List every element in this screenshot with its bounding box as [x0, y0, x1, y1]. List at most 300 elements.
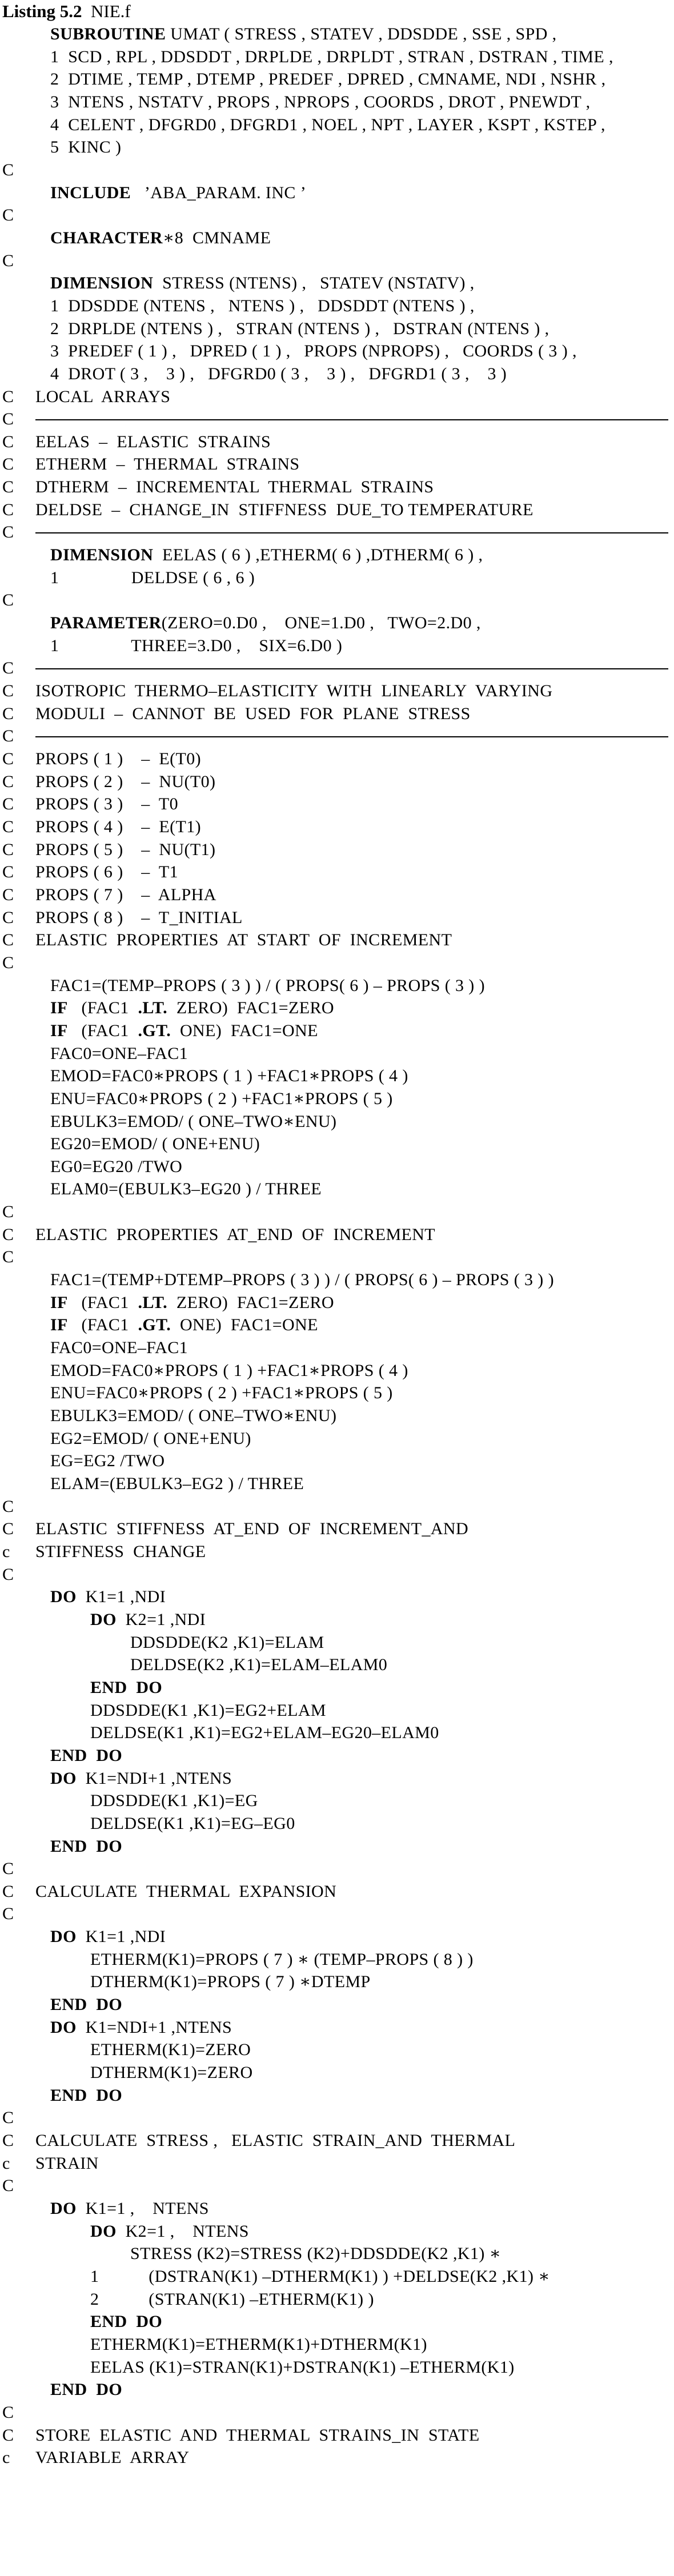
line-text: [130, 2242, 501, 2265]
code-text: 3 NTENS , NSTATV , PROPS , NPROPS , COORDS , DROT , PNEWDT ,: [50, 92, 591, 111]
code-line: [0, 1291, 674, 1314]
keyword: END DO: [50, 2085, 123, 2105]
keyword: END DO: [50, 1836, 123, 1856]
line-text: [50, 114, 605, 137]
keyword: .LT.: [138, 1293, 168, 1312]
line-text: [35, 1880, 336, 1903]
code-text: (FAC1: [67, 1293, 138, 1312]
code-text: EG2=EMOD/ ( ONE+ENU): [50, 1429, 251, 1448]
code-line: [0, 68, 674, 91]
separator-rule: [35, 668, 668, 669]
code-text: 1 DDSDDE (NTENS , NTENS ) , DDSDDT (NTENS ) ,: [50, 296, 475, 315]
code-text: MODULI – CANNOT BE USED FOR PLANE STRESS: [35, 704, 471, 723]
line-text: [90, 2288, 374, 2311]
line-text: [50, 1925, 166, 1948]
line-text: [50, 136, 121, 159]
code-text: EG20=EMOD/ ( ONE+ENU): [50, 1134, 260, 1154]
code-text: ISOTROPIC THERMO–ELASTICITY WITH LINEARLY VARYING: [35, 681, 553, 701]
listing-caption: [0, 0, 674, 23]
separator-rule: [35, 736, 668, 737]
comment-line: [0, 838, 674, 861]
column-one-marker: C: [2, 2425, 14, 2445]
code-text: DDSDDE(K1 ,K1)=EG2+ELAM: [90, 1700, 326, 1720]
line-text: [90, 2265, 550, 2288]
code-line: [0, 2310, 674, 2333]
code-text: DTHERM(K1)=ZERO: [90, 2063, 253, 2083]
column-one-marker: C: [2, 2108, 14, 2128]
keyword: DO: [50, 1768, 77, 1788]
code-text: STRESS (K2)=STRESS (K2)+DDSDDE(K2 ,K1) ∗: [130, 2244, 502, 2264]
column-one-marker: C: [2, 455, 14, 474]
code-line: [0, 136, 674, 159]
code-line: [0, 1314, 674, 1337]
line-text: [50, 91, 591, 114]
code-line: [0, 1382, 674, 1405]
code-text: PROPS ( 6 ) – T1: [35, 862, 178, 882]
code-text: ETHERM – THERMAL STRAINS: [35, 455, 300, 474]
code-text: CALCULATE STRESS , ELASTIC STRAIN_AND THERMAL: [35, 2131, 516, 2150]
code-text: K1=NDI+1 ,NTENS: [76, 1768, 232, 1788]
code-line: [0, 1676, 674, 1699]
code-line: [0, 318, 674, 340]
line-text: [35, 929, 452, 952]
keyword: END DO: [90, 1678, 163, 1697]
code-text: ELASTIC PROPERTIES AT_END OF INCREMENT: [35, 1225, 436, 1244]
listing-filename: NIE.f: [91, 1, 131, 21]
code-line: [0, 1789, 674, 1812]
keyword: DIMENSION: [50, 545, 154, 565]
keyword: DO: [50, 1927, 77, 1947]
code-text: 2 DRPLDE (NTENS ) , STRAN (NTENS ) , DSTRAN (NTENS ) ,: [50, 319, 549, 338]
code-line: [0, 997, 674, 1020]
code-line: [0, 1088, 674, 1110]
code-text: PROPS ( 7 ) – ALPHA: [35, 885, 216, 904]
code-text: ONE) FAC1=ONE: [171, 1315, 318, 1335]
column-one-marker: c: [2, 2448, 10, 2467]
code-text: EBULK3=EMOD/ ( ONE–TWO∗ENU): [50, 1406, 337, 1426]
column-one-marker: C: [2, 681, 14, 701]
keyword: INCLUDE: [50, 183, 131, 202]
code-line: [0, 1246, 674, 1269]
code-line: [0, 2016, 674, 2039]
comment-line: [0, 476, 674, 499]
code-text: (FAC1: [67, 998, 138, 1018]
code-line: [0, 272, 674, 295]
line-text: [50, 1314, 318, 1337]
line-text: [50, 567, 255, 589]
line-text: [50, 1178, 322, 1201]
line-text: [90, 2333, 427, 2356]
line-text: [50, 1382, 393, 1405]
comment-line: [0, 884, 674, 906]
column-one-marker: C: [2, 500, 14, 519]
code-line: [0, 2061, 674, 2084]
column-one-marker: C: [2, 659, 14, 678]
code-text: PROPS ( 8 ) – T_INITIAL: [35, 908, 243, 927]
line-text: [50, 363, 507, 386]
line-text: [50, 1835, 122, 1858]
comment-rule-line: [0, 725, 674, 748]
line-text: [35, 748, 201, 771]
code-text: DTHERM – INCREMENTAL THERMAL STRAINS: [35, 478, 434, 497]
code-text: DELDSE(K2 ,K1)=ELAM–ELAM0: [130, 1655, 388, 1675]
column-one-marker: C: [2, 930, 14, 950]
code-line: [0, 2401, 674, 2424]
code-text: 1 SCD , RPL , DDSDDT , DRPLDE , DRPLDT , STRAN , DSTRAN , TIME ,: [50, 47, 613, 66]
code-text: ETHERM(K1)=ZERO: [90, 2040, 251, 2060]
code-text: UMAT ( STRESS , STATEV , DDSDDE , SSE , SPD ,: [166, 25, 557, 43]
code-text: (FAC1: [67, 1021, 138, 1040]
code-text: EMOD=FAC0∗PROPS ( 1 ) +FAC1∗PROPS ( 4 ): [50, 1361, 408, 1380]
comment-line: [0, 816, 674, 838]
code-line: [0, 295, 674, 318]
line-text: [50, 1133, 260, 1155]
keyword: PARAMETER: [50, 613, 162, 633]
comment-line: [0, 680, 674, 703]
line-text: [50, 544, 483, 567]
code-line: [0, 2333, 674, 2356]
line-text: [35, 680, 552, 703]
code-text: ENU=FAC0∗PROPS ( 2 ) +FAC1∗PROPS ( 5 ): [50, 1089, 393, 1108]
line-text: [50, 635, 342, 657]
code-line: [0, 2242, 674, 2265]
line-text: [35, 2129, 515, 2152]
line-text: [50, 1088, 393, 1110]
line-text: [50, 1427, 251, 1450]
line-text: [90, 1948, 474, 1971]
code-text: K2=1 , NTENS: [116, 2221, 249, 2241]
code-line: [0, 2356, 674, 2379]
column-one-marker: C: [2, 2402, 14, 2422]
comment-line: [0, 929, 674, 952]
line-text: [90, 1608, 206, 1631]
comment-line: [0, 1540, 674, 1563]
code-line: [0, 544, 674, 567]
code-line: [0, 1631, 674, 1654]
code-line: [0, 974, 674, 997]
code-text: 2 (STRAN(K1) –ETHERM(K1) ): [90, 2289, 374, 2309]
column-one-marker: C: [2, 704, 14, 723]
comment-line: [0, 703, 674, 725]
code-text: K1=1 , NTENS: [76, 2199, 209, 2218]
line-text: [50, 1472, 304, 1495]
code-line: [0, 1020, 674, 1042]
line-text: [50, 295, 475, 318]
line-text: [50, 997, 334, 1020]
code-line: [0, 1563, 674, 1586]
code-text: DDSDDE(K2 ,K1)=ELAM: [130, 1632, 324, 1652]
line-text: [50, 1065, 408, 1088]
code-line: [0, 1654, 674, 1676]
line-text: [50, 182, 306, 204]
code-text: PROPS ( 1 ) – E(T0): [35, 749, 202, 768]
line-text: [90, 1812, 295, 1835]
line-text: [50, 1042, 188, 1065]
line-text: [50, 272, 475, 295]
code-text: 4 CELENT , DFGRD0 , DFGRD1 , NOEL , NPT , LAYER , KSPT , KSTEP ,: [50, 115, 605, 134]
keyword: END DO: [90, 2312, 163, 2332]
line-text: [50, 1993, 122, 2016]
separator-rule: [35, 419, 668, 420]
keyword: .GT.: [138, 1021, 171, 1040]
comment-line: [0, 906, 674, 929]
column-one-marker: C: [2, 1519, 14, 1539]
code-line: [0, 91, 674, 114]
code-text: EELAS ( 6 ) ,ETHERM( 6 ) ,DTHERM( 6 ) ,: [153, 545, 483, 565]
column-one-marker: C: [2, 591, 14, 610]
column-one-marker: C: [2, 885, 14, 904]
code-line: [0, 1269, 674, 1291]
code-text: 3 PREDEF ( 1 ) , DPRED ( 1 ) , PROPS (NPROPS) , COORDS ( 3 ) ,: [50, 342, 577, 361]
code-text: 5 KINC ): [50, 138, 122, 157]
code-line: [0, 1925, 674, 1948]
keyword: DO: [90, 1610, 117, 1629]
code-line: [0, 114, 674, 137]
code-line: [0, 1495, 674, 1518]
code-text: (ZERO=0.D0 , ONE=1.D0 , TWO=2.D0 ,: [161, 613, 481, 633]
line-text: [50, 1269, 554, 1291]
line-text: [35, 771, 215, 793]
line-text: [35, 476, 434, 499]
code-text: ZERO) FAC1=ZERO: [167, 1293, 334, 1312]
column-one-marker: C: [2, 160, 14, 179]
line-text: [50, 1450, 165, 1472]
code-text: ZERO) FAC1=ZERO: [167, 998, 334, 1018]
code-text: DELDSE(K1 ,K1)=EG–EG0: [90, 1813, 295, 1833]
column-one-marker: C: [2, 1225, 14, 1244]
line-text: [90, 1971, 371, 1993]
code-line: [0, 1608, 674, 1631]
code-text: LOCAL ARRAYS: [35, 387, 171, 406]
keyword: .GT.: [138, 1315, 171, 1335]
code-line: [0, 1993, 674, 2016]
line-text: [50, 612, 481, 635]
code-text: ELAM=(EBULK3–EG2 ) / THREE: [50, 1474, 304, 1493]
code-text: EG0=EG20 /TWO: [50, 1157, 183, 1176]
comment-line: [0, 2129, 674, 2152]
listing-label: Listing 5.2: [2, 1, 82, 21]
code-text: STIFFNESS CHANGE: [35, 1542, 206, 1561]
code-text: STRAIN: [35, 2153, 99, 2173]
code-line: [0, 23, 674, 46]
column-one-marker: C: [2, 840, 14, 859]
code-text: ONE) FAC1=ONE: [171, 1021, 318, 1040]
column-one-marker: c: [2, 1542, 10, 1561]
column-one-marker: C: [2, 1881, 14, 1901]
line-text: [50, 2378, 122, 2401]
code-text: 1 THREE=3.D0 , SIX=6.D0 ): [50, 636, 343, 655]
comment-line: [0, 1880, 674, 1903]
line-text: [90, 2220, 249, 2243]
line-text: [50, 1337, 188, 1359]
column-one-marker: C: [2, 2176, 14, 2196]
code-line: [0, 612, 674, 635]
column-one-marker: C: [2, 862, 14, 882]
code-text: PROPS ( 2 ) – NU(T0): [35, 772, 216, 791]
code-line: [0, 952, 674, 974]
code-line: [0, 1405, 674, 1427]
line-text: [50, 1020, 318, 1042]
code-line: [0, 1450, 674, 1472]
column-one-marker: C: [2, 727, 14, 746]
keyword: IF: [50, 1021, 68, 1040]
code-text: CALCULATE THERMAL EXPANSION: [35, 1881, 337, 1901]
code-text: FAC1=(TEMP–PROPS ( 3 ) ) / ( PROPS( 6 ) – PROPS ( 3 ) ): [50, 976, 485, 995]
column-one-marker: C: [2, 817, 14, 836]
line-text: [50, 974, 485, 997]
line-text: [90, 2039, 251, 2061]
code-text: 1 DELDSE ( 6 , 6 ): [50, 568, 255, 587]
keyword: CHARACTER: [50, 228, 163, 247]
column-one-marker: C: [2, 1904, 14, 1924]
code-line: [0, 1903, 674, 1925]
line-text: [35, 1540, 206, 1563]
line-text: [35, 386, 170, 408]
line-text: [50, 2197, 209, 2220]
code-line: [0, 204, 674, 227]
comment-line: [0, 2446, 674, 2469]
code-text: (FAC1: [67, 1315, 138, 1335]
code-text: ’ABA_PARAM. INC ’: [131, 183, 307, 202]
code-line: [0, 1948, 674, 1971]
line-text: [35, 499, 533, 521]
comment-line: [0, 386, 674, 408]
code-text: K1=1 ,NDI: [76, 1587, 166, 1607]
line-text: [50, 1586, 166, 1608]
code-line: [0, 182, 674, 204]
code-text: PROPS ( 4 ) – E(T1): [35, 817, 202, 836]
column-one-marker: C: [2, 908, 14, 927]
line-text: [35, 2152, 99, 2175]
column-one-marker: C: [2, 1496, 14, 1516]
code-line: [0, 2378, 674, 2401]
keyword: END DO: [50, 2380, 123, 2400]
code-line: [0, 1110, 674, 1133]
code-line: [0, 2197, 674, 2220]
code-line: [0, 1201, 674, 1223]
line-text: [50, 1767, 232, 1790]
code-line: [0, 250, 674, 272]
line-text: [50, 318, 549, 340]
code-line: [0, 2106, 674, 2129]
column-one-marker: C: [2, 387, 14, 406]
keyword: .LT.: [138, 998, 168, 1018]
code-text: EG=EG2 /TWO: [50, 1451, 165, 1471]
comment-line: [0, 861, 674, 884]
line-text: [50, 68, 606, 91]
code-line: [0, 2265, 674, 2288]
code-line: [0, 159, 674, 182]
line-text: [35, 906, 243, 929]
line-text: [35, 431, 271, 454]
code-text: ELASTIC PROPERTIES AT START OF INCREMENT: [35, 930, 452, 950]
code-text: K1=1 ,NDI: [76, 1927, 166, 1947]
comment-line: [0, 748, 674, 771]
line-text: [50, 227, 271, 250]
code-text: 1 (DSTRAN(K1) –DTHERM(K1) ) +DELDSE(K2 ,K1) ∗: [90, 2266, 551, 2286]
code-line: [0, 1812, 674, 1835]
code-text: ETHERM(K1)=ETHERM(K1)+DTHERM(K1): [90, 2334, 427, 2354]
code-text: ELASTIC STIFFNESS AT_END OF INCREMENT_AND: [35, 1519, 469, 1539]
line-text: [35, 793, 178, 816]
code-text: FAC0=ONE–FAC1: [50, 1338, 188, 1358]
line-text: [35, 453, 300, 476]
code-line: [0, 1472, 674, 1495]
code-text: EELAS – ELASTIC STRAINS: [35, 432, 271, 451]
column-one-marker: c: [2, 2153, 10, 2173]
column-one-marker: C: [2, 1859, 14, 1879]
comment-line: [0, 499, 674, 521]
column-one-marker: C: [2, 1564, 14, 1584]
line-text: [90, 2310, 162, 2333]
comment-rule-line: [0, 408, 674, 431]
line-text: [35, 2446, 189, 2469]
code-text: DTHERM(K1)=PROPS ( 7 ) ∗DTEMP: [90, 1972, 371, 1992]
code-text: 4 DROT ( 3 , 3 ) , DFGRD0 ( 3 , 3 ) , DFGRD1 ( 3 , 3 ): [50, 364, 507, 383]
line-text: [35, 1518, 468, 1540]
code-text: STRESS (NTENS) , STATEV (NSTATV) ,: [153, 274, 475, 293]
code-line: [0, 1971, 674, 1993]
code-line: [0, 1767, 674, 1790]
code-line: [0, 1155, 674, 1178]
code-text: ETHERM(K1)=PROPS ( 7 ) ∗ (TEMP–PROPS ( 8 ) ): [90, 1949, 474, 1969]
line-text: [90, 1789, 258, 1812]
code-line: [0, 2039, 674, 2061]
line-text: [50, 1359, 408, 1382]
code-text: ENU=FAC0∗PROPS ( 2 ) +FAC1∗PROPS ( 5 ): [50, 1383, 393, 1403]
column-one-marker: C: [2, 206, 14, 225]
column-one-marker: C: [2, 1202, 14, 1222]
comment-line: [0, 1223, 674, 1246]
line-text: [90, 2061, 253, 2084]
code-text: EMOD=FAC0∗PROPS ( 1 ) +FAC1∗PROPS ( 4 ): [50, 1066, 408, 1086]
comment-line: [0, 431, 674, 454]
keyword: END DO: [50, 1746, 123, 1765]
keyword: IF: [50, 1315, 68, 1335]
code-line: [0, 2084, 674, 2107]
code-text: DELDSE – CHANGE_IN STIFFNESS DUE_TO TEMPERATURE: [35, 500, 533, 519]
line-text: [50, 340, 577, 363]
comment-line: [0, 1518, 674, 1540]
code-line: [0, 1042, 674, 1065]
code-body: [0, 23, 674, 2469]
code-text: PROPS ( 5 ) – NU(T1): [35, 840, 216, 859]
code-line: [0, 1065, 674, 1088]
keyword: IF: [50, 998, 68, 1018]
code-line: [0, 227, 674, 250]
line-text: [35, 861, 178, 884]
code-line: [0, 1857, 674, 1880]
column-one-marker: C: [2, 478, 14, 497]
column-one-marker: C: [2, 410, 14, 429]
code-line: [0, 2288, 674, 2311]
code-line: [0, 1722, 674, 1744]
code-text: DELDSE(K1 ,K1)=EG2+ELAM–EG20–ELAM0: [90, 1723, 439, 1743]
code-line: [0, 589, 674, 612]
code-text: ∗8 CMNAME: [162, 228, 271, 247]
code-text: K2=1 ,NDI: [116, 1610, 206, 1629]
keyword: DO: [50, 2199, 77, 2218]
code-line: [0, 1699, 674, 1722]
line-text: [50, 2016, 232, 2039]
line-text: [35, 816, 201, 838]
line-text: [90, 1699, 326, 1722]
comment-rule-line: [0, 657, 674, 680]
code-text: EELAS (K1)=STRAN(K1)+DSTRAN(K1) –ETHERM(K1): [90, 2357, 515, 2377]
line-text: [50, 1405, 336, 1427]
code-text: 2 DTIME , TEMP , DTEMP , PREDEF , DPRED , CMNAME, NDI , NSHR ,: [50, 70, 606, 89]
keyword: DIMENSION: [50, 274, 154, 293]
